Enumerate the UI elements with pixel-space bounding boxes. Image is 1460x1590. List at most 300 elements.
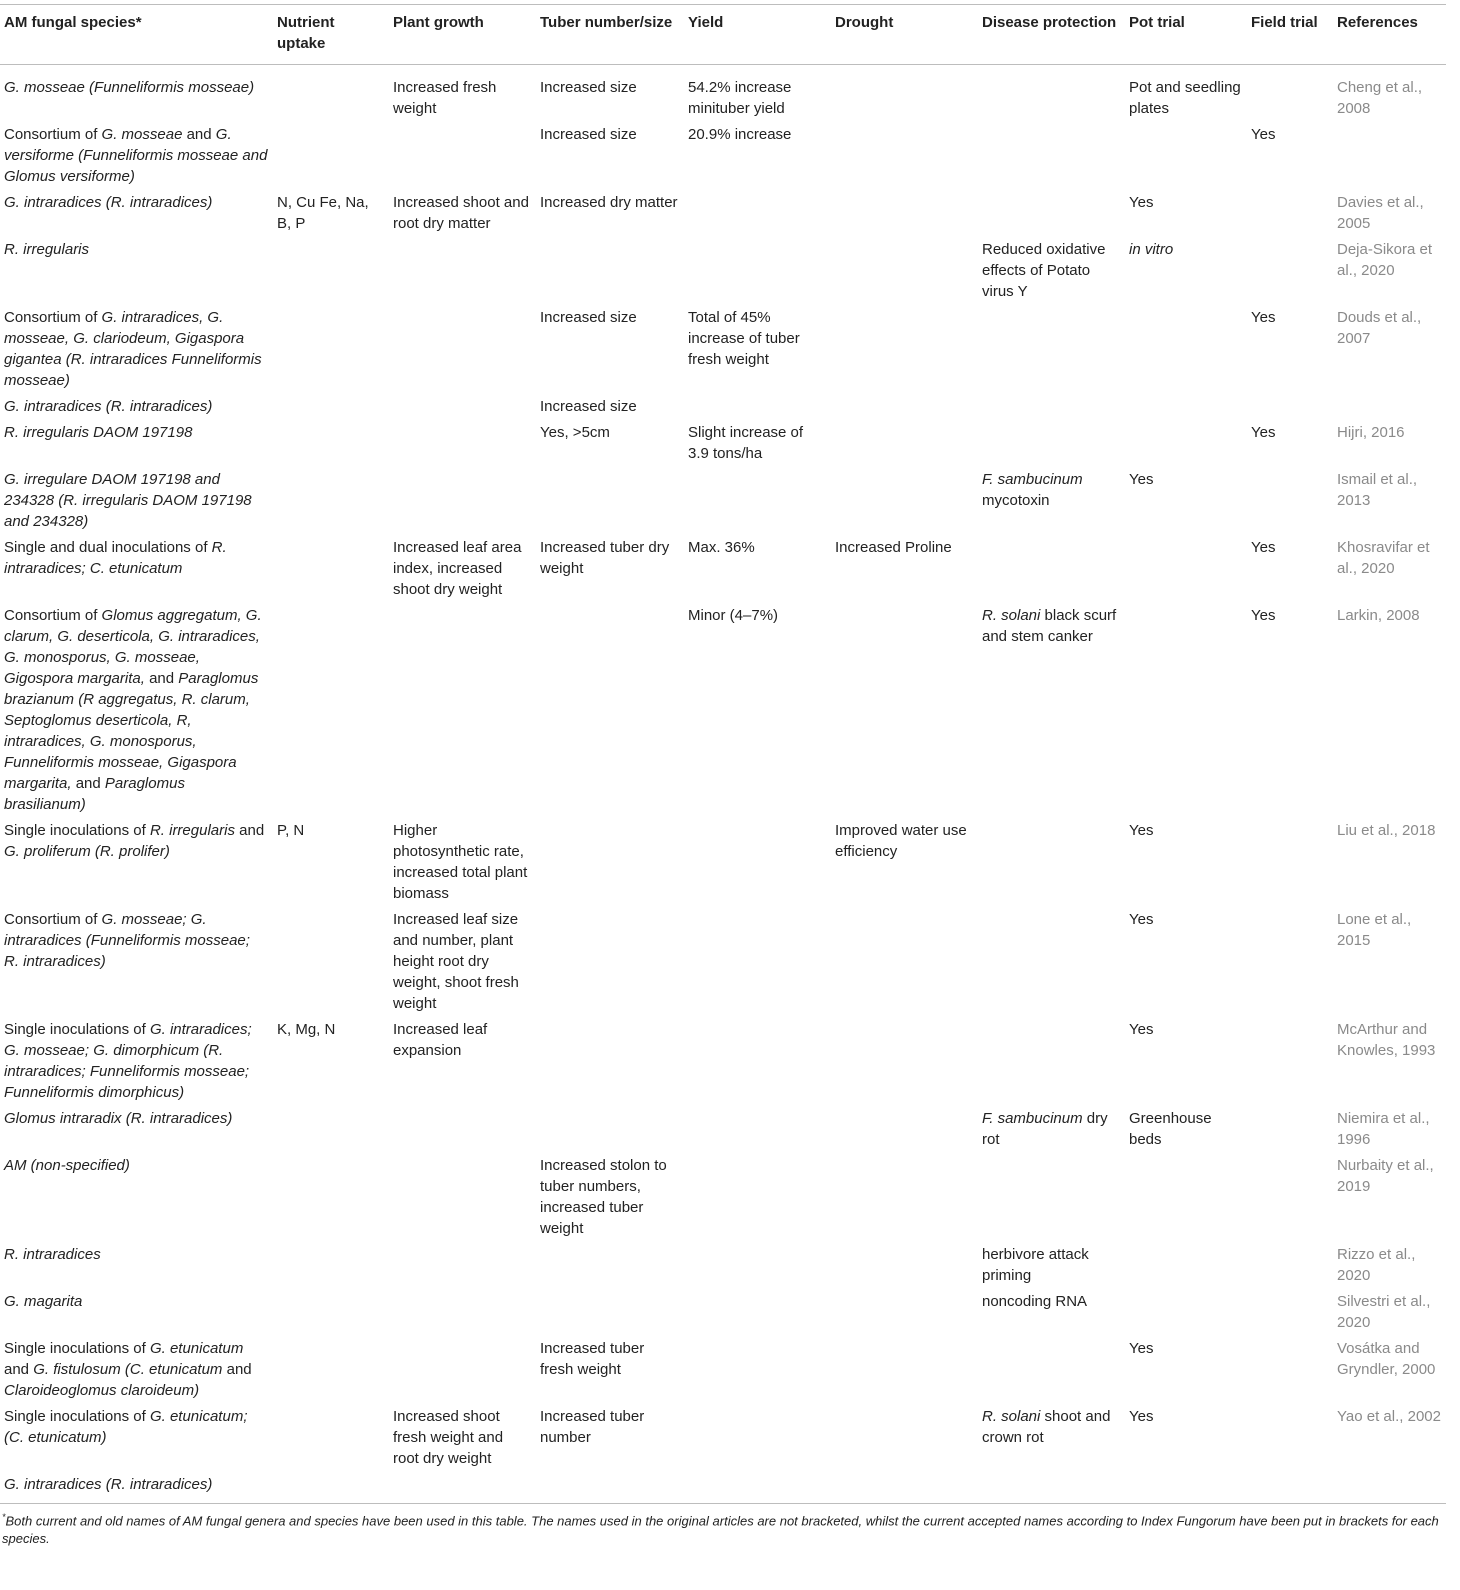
table-row xyxy=(0,537,1446,605)
header-tuber: Tuber number/size xyxy=(540,14,673,31)
cell-species-text: G. proliferum (R. prolifer) xyxy=(4,843,170,860)
cell-disease-protection-text: herbivore attack priming xyxy=(982,1246,1089,1284)
cell-drought xyxy=(831,307,978,396)
cell-drought xyxy=(831,909,978,1019)
table-row xyxy=(0,1155,1446,1244)
cell-reference: Lone et al., 2015 xyxy=(1337,911,1412,949)
header-yield: Yield xyxy=(688,14,724,31)
footnote xyxy=(0,1504,1446,1549)
cell-tuber: Increased tuber number xyxy=(540,1408,645,1446)
cell-plant-growth: Increased shoot and root dry matter xyxy=(393,194,529,232)
cell-species-text: Consortium of xyxy=(4,607,102,624)
cell-species-text: Single inoculations of xyxy=(4,1021,150,1038)
table-row xyxy=(0,1406,1446,1474)
cell-plant-growth xyxy=(389,605,536,820)
cell-disease-protection xyxy=(978,422,1125,469)
cell-field-trial: Yes xyxy=(1251,126,1276,143)
cell-plant-growth xyxy=(389,124,536,192)
cell-species-text: Glomus aggregatum, G. clarum, G. deserticola, G. intraradices, G. monosporus, G. mosseae, Gigospora margarita, xyxy=(4,607,262,687)
cell-pot-trial-text: Yes xyxy=(1129,1408,1154,1425)
cell-yield xyxy=(684,1338,831,1406)
cell-tuber xyxy=(536,469,684,537)
cell-nutrient-uptake xyxy=(273,605,389,820)
cell-nutrient-uptake xyxy=(273,1244,389,1291)
cell-drought xyxy=(831,1291,978,1338)
cell-pot-trial-text: Yes xyxy=(1129,194,1154,211)
table-row xyxy=(0,124,1446,192)
cell-field-trial xyxy=(1247,192,1333,239)
cell-species-text: Paraglomus brasilianum) xyxy=(4,775,185,813)
cell-yield xyxy=(684,1108,831,1155)
cell-tuber: Increased stolon to tuber numbers, increased tuber weight xyxy=(540,1157,667,1237)
cell-species-text: and xyxy=(234,822,265,839)
cell-species-text: G. fistulosum (C. etunicatum xyxy=(33,1361,223,1378)
cell-pot-trial xyxy=(1125,1019,1247,1108)
cell-tuber xyxy=(536,239,684,307)
cell-pot-trial xyxy=(1125,1291,1247,1338)
cell-plant-growth xyxy=(389,1474,536,1504)
cell-plant-growth xyxy=(389,1244,536,1291)
cell-pot-trial-text: Yes xyxy=(1129,1021,1154,1038)
table-row xyxy=(0,396,1446,422)
header-references: References xyxy=(1337,14,1418,31)
cell-nutrient-uptake: P, N xyxy=(277,822,305,839)
cell-field-trial xyxy=(1247,1155,1333,1244)
cell-species-text: Single inoculations of xyxy=(4,822,150,839)
cell-species-text: and xyxy=(222,1361,252,1378)
cell-tuber: Increased size xyxy=(540,79,637,96)
cell-plant-growth xyxy=(389,239,536,307)
cell-drought xyxy=(831,422,978,469)
cell-pot-trial-text: Pot and seedling plates xyxy=(1129,79,1241,117)
table-row xyxy=(0,469,1446,537)
cell-species xyxy=(0,65,273,125)
cell-species-text: Consortium of xyxy=(4,126,102,143)
header-field-trial: Field trial xyxy=(1251,14,1318,31)
cell-drought xyxy=(831,396,978,422)
cell-species-text: Claroideoglomus claroideum) xyxy=(4,1382,200,1399)
cell-nutrient-uptake xyxy=(273,1155,389,1244)
cell-pot-trial-text: Greenhouse beds xyxy=(1129,1110,1212,1148)
table-row xyxy=(0,909,1446,1019)
cell-pot-trial-text: Yes xyxy=(1129,822,1154,839)
cell-reference: Vosátka and Gryndler, 2000 xyxy=(1337,1340,1436,1378)
cell-plant-growth xyxy=(389,1338,536,1406)
cell-tuber xyxy=(536,605,684,820)
cell-nutrient-uptake xyxy=(273,1338,389,1406)
cell-pot-trial xyxy=(1125,1244,1247,1291)
cell-species-text: G. mosseae (Funneliformis mosseae) xyxy=(4,79,255,96)
cell-disease-protection xyxy=(978,537,1125,605)
cell-reference: Silvestri et al., 2020 xyxy=(1337,1293,1431,1331)
cell-disease-protection-text: mycotoxin xyxy=(982,492,1050,509)
cell-species-text: G. versiforme (Funneliformis mosseae and Glomus versiforme) xyxy=(4,126,268,185)
cell-species xyxy=(0,422,273,469)
cell-reference xyxy=(1333,1474,1446,1504)
cell-species-text: G. intraradices; G. mosseae; G. dimorphicum (R. intraradices; Funneliformis mosseae; Funneliformis dimorphicus) xyxy=(4,1021,252,1101)
cell-species xyxy=(0,1406,273,1474)
cell-nutrient-uptake xyxy=(273,396,389,422)
cell-field-trial xyxy=(1247,1019,1333,1108)
cell-drought xyxy=(831,65,978,125)
cell-species xyxy=(0,1244,273,1291)
table-row xyxy=(0,65,1446,125)
header-disease-protection: Disease protection xyxy=(982,14,1117,31)
cell-nutrient-uptake: K, Mg, N xyxy=(277,1021,336,1038)
cell-plant-growth xyxy=(389,1108,536,1155)
cell-drought xyxy=(831,1019,978,1108)
cell-field-trial xyxy=(1247,1108,1333,1155)
cell-disease-protection-text: F. sambucinum xyxy=(982,471,1083,488)
cell-species-text: and xyxy=(4,1361,34,1378)
cell-disease-protection xyxy=(978,396,1125,422)
cell-disease-protection-text: Reduced oxidative effects of Potato virus Y xyxy=(982,241,1106,300)
cell-species-text: G. intraradices, G. mosseae, G. clariodeum, Gigaspora gigantea (R. intraradices Funneliformis mosseae) xyxy=(4,309,262,389)
cell-reference xyxy=(1333,396,1446,422)
cell-species xyxy=(0,307,273,396)
cell-disease-protection-text: dry rot xyxy=(982,1110,1108,1148)
cell-tuber: Increased tuber dry weight xyxy=(540,539,670,577)
cell-species-text: AM (non-specified) xyxy=(4,1157,130,1174)
cell-species-text: Glomus intraradix (R. intraradices) xyxy=(4,1110,233,1127)
cell-field-trial xyxy=(1247,469,1333,537)
cell-species-text: G. magarita xyxy=(4,1293,83,1310)
cell-field-trial xyxy=(1247,65,1333,125)
cell-species xyxy=(0,820,273,909)
cell-species xyxy=(0,469,273,537)
cell-species xyxy=(0,537,273,605)
cell-tuber: Increased tuber fresh weight xyxy=(540,1340,645,1378)
header-drought: Drought xyxy=(835,14,894,31)
cell-disease-protection xyxy=(978,1291,1125,1338)
cell-reference xyxy=(1333,124,1446,192)
cell-tuber xyxy=(536,1474,684,1504)
header-pot-trial: Pot trial xyxy=(1129,14,1185,31)
cell-disease-protection xyxy=(978,1406,1125,1474)
cell-disease-protection xyxy=(978,65,1125,125)
cell-field-trial xyxy=(1247,1244,1333,1291)
cell-nutrient-uptake xyxy=(273,537,389,605)
cell-pot-trial xyxy=(1125,469,1247,537)
table-body xyxy=(0,65,1446,1504)
cell-yield xyxy=(684,239,831,307)
cell-species xyxy=(0,909,273,1019)
cell-pot-trial xyxy=(1125,1338,1247,1406)
cell-nutrient-uptake: N, Cu Fe, Na, B, P xyxy=(277,194,369,232)
cell-field-trial xyxy=(1247,1474,1333,1504)
cell-disease-protection xyxy=(978,192,1125,239)
cell-disease-protection-text: shoot and crown rot xyxy=(982,1408,1111,1446)
cell-pot-trial xyxy=(1125,239,1247,307)
cell-pot-trial xyxy=(1125,65,1247,125)
cell-plant-growth: Increased leaf size and number, plant height root dry weight, shoot fresh weight xyxy=(393,911,519,1012)
cell-field-trial: Yes xyxy=(1251,607,1276,624)
cell-yield xyxy=(684,1291,831,1338)
cell-tuber xyxy=(536,909,684,1019)
cell-species-text: and xyxy=(71,775,105,792)
cell-species-text: G. mosseae; G. intraradices (Funneliformis mosseae; R. intraradices) xyxy=(4,911,250,970)
cell-species-text: Paraglomus brazianum (R aggregatus, R. clarum, Septoglomus deserticola, R, intraradices, G. monosporus, Funneliformis mosseae, Gigaspora margarita, xyxy=(4,670,259,792)
cell-field-trial xyxy=(1247,1291,1333,1338)
table-row xyxy=(0,307,1446,396)
cell-tuber: Increased size xyxy=(540,309,637,326)
cell-plant-growth: Increased fresh weight xyxy=(393,79,497,117)
cell-field-trial xyxy=(1247,1406,1333,1474)
cell-yield xyxy=(684,1474,831,1504)
cell-yield xyxy=(684,820,831,909)
cell-plant-growth: Higher photosynthetic rate, increased total plant biomass xyxy=(393,822,528,902)
cell-yield xyxy=(684,909,831,1019)
cell-species-text: Consortium of xyxy=(4,911,102,928)
cell-disease-protection xyxy=(978,605,1125,820)
cell-drought xyxy=(831,1244,978,1291)
cell-field-trial xyxy=(1247,1338,1333,1406)
cell-pot-trial xyxy=(1125,1406,1247,1474)
cell-tuber: Yes, >5cm xyxy=(540,424,610,441)
cell-yield: Total of 45% increase of tuber fresh weight xyxy=(688,309,800,368)
cell-species-text: R. intraradices; C. etunicatum xyxy=(4,539,227,577)
table-row xyxy=(0,1244,1446,1291)
cell-pot-trial xyxy=(1125,307,1247,396)
cell-disease-protection xyxy=(978,1108,1125,1155)
table-row xyxy=(0,1108,1446,1155)
cell-nutrient-uptake xyxy=(273,1406,389,1474)
cell-yield xyxy=(684,1244,831,1291)
cell-disease-protection xyxy=(978,307,1125,396)
cell-nutrient-uptake xyxy=(273,1291,389,1338)
table-row xyxy=(0,820,1446,909)
cell-tuber: Increased size xyxy=(540,398,637,415)
table-row xyxy=(0,1019,1446,1108)
table-row xyxy=(0,605,1446,820)
cell-species-text: G. etunicatum xyxy=(149,1340,244,1357)
cell-species-text: R. irregularis xyxy=(4,241,90,258)
cell-plant-growth xyxy=(389,469,536,537)
cell-species xyxy=(0,605,273,820)
cell-yield xyxy=(684,1019,831,1108)
footnote-text: Both current and old names of AM fungal genera and species have been used in this table. The names used in the original articles are not bracketed, whilst the current accepted names according to Index Fungorum have been put in brackets for each species. xyxy=(2,1513,1439,1547)
cell-tuber xyxy=(536,1291,684,1338)
cell-field-trial xyxy=(1247,909,1333,1019)
cell-species xyxy=(0,1019,273,1108)
cell-drought xyxy=(831,605,978,820)
cell-reference: Niemira et al., 1996 xyxy=(1337,1110,1430,1148)
cell-disease-protection xyxy=(978,820,1125,909)
table-row xyxy=(0,422,1446,469)
cell-tuber xyxy=(536,1108,684,1155)
cell-yield: 54.2% increase minituber yield xyxy=(688,79,792,117)
cell-drought xyxy=(831,1406,978,1474)
cell-nutrient-uptake xyxy=(273,1108,389,1155)
cell-species-text: R. irregularis DAOM 197198 xyxy=(4,424,193,441)
cell-species-text: G. intraradices (R. intraradices) xyxy=(4,1476,213,1493)
cell-disease-protection-text: noncoding RNA xyxy=(982,1293,1088,1310)
cell-plant-growth xyxy=(389,1291,536,1338)
cell-species-text: G. mosseae xyxy=(101,126,183,143)
cell-species xyxy=(0,1291,273,1338)
cell-yield xyxy=(684,396,831,422)
cell-disease-protection xyxy=(978,1019,1125,1108)
am-fungi-table xyxy=(0,4,1446,1548)
cell-disease-protection xyxy=(978,124,1125,192)
cell-species-text: Single and dual inoculations of xyxy=(4,539,212,556)
cell-field-trial xyxy=(1247,239,1333,307)
cell-reference: Cheng et al., 2008 xyxy=(1337,79,1423,117)
cell-yield xyxy=(684,1155,831,1244)
cell-species-text: and xyxy=(182,126,216,143)
cell-field-trial xyxy=(1247,396,1333,422)
cell-species-text: and xyxy=(144,670,179,687)
cell-species-text: G. intraradices (R. intraradices) xyxy=(4,194,213,211)
cell-yield: 20.9% increase xyxy=(688,126,792,143)
cell-reference: Nurbaity et al., 2019 xyxy=(1337,1157,1434,1195)
cell-nutrient-uptake xyxy=(273,469,389,537)
cell-disease-protection xyxy=(978,1155,1125,1244)
cell-disease-protection xyxy=(978,909,1125,1019)
cell-species-text: R. intraradices xyxy=(4,1246,101,1263)
cell-species-text: G. intraradices (R. intraradices) xyxy=(4,398,213,415)
cell-pot-trial-text: Yes xyxy=(1129,911,1154,928)
cell-nutrient-uptake xyxy=(273,65,389,125)
cell-reference: Deja-Sikora et al., 2020 xyxy=(1337,241,1433,279)
cell-field-trial xyxy=(1247,820,1333,909)
cell-pot-trial xyxy=(1125,605,1247,820)
cell-reference: Rizzo et al., 2020 xyxy=(1337,1246,1416,1284)
cell-plant-growth: Increased leaf area index, increased shoot dry weight xyxy=(393,539,522,598)
cell-disease-protection xyxy=(978,469,1125,537)
cell-pot-trial xyxy=(1125,537,1247,605)
cell-pot-trial-text: in vitro xyxy=(1129,241,1174,258)
cell-reference: Larkin, 2008 xyxy=(1337,607,1420,624)
cell-species-text: R. irregularis xyxy=(149,822,235,839)
table-row xyxy=(0,192,1446,239)
cell-tuber xyxy=(536,1244,684,1291)
cell-drought: Improved water use efficiency xyxy=(835,822,967,860)
table-header-row xyxy=(0,5,1446,65)
table-row xyxy=(0,1474,1446,1504)
cell-tuber: Increased dry matter xyxy=(540,194,678,211)
cell-tuber: Increased size xyxy=(540,126,637,143)
cell-drought xyxy=(831,1155,978,1244)
cell-reference: Douds et al., 2007 xyxy=(1337,309,1422,347)
cell-field-trial: Yes xyxy=(1251,424,1276,441)
footnote-marker: * xyxy=(2,1512,6,1522)
cell-pot-trial xyxy=(1125,396,1247,422)
cell-drought xyxy=(831,1338,978,1406)
cell-pot-trial-text: Yes xyxy=(1129,1340,1154,1357)
cell-disease-protection xyxy=(978,1338,1125,1406)
cell-field-trial: Yes xyxy=(1251,539,1276,556)
cell-species-text: G. irregulare DAOM 197198 and 234328 (R. irregularis DAOM 197198 and 234328) xyxy=(4,471,252,530)
cell-plant-growth xyxy=(389,307,536,396)
cell-disease-protection xyxy=(978,1244,1125,1291)
cell-nutrient-uptake xyxy=(273,909,389,1019)
cell-reference: Yao et al., 2002 xyxy=(1337,1408,1441,1425)
cell-disease-protection xyxy=(978,1474,1125,1504)
cell-reference: McArthur and Knowles, 1993 xyxy=(1337,1021,1436,1059)
cell-plant-growth: Increased shoot fresh weight and root dry weight xyxy=(393,1408,504,1467)
cell-reference: Hijri, 2016 xyxy=(1337,424,1405,441)
cell-yield xyxy=(684,1406,831,1474)
cell-reference: Davies et al., 2005 xyxy=(1337,194,1424,232)
cell-disease-protection-text: R. solani xyxy=(982,1408,1041,1425)
cell-pot-trial xyxy=(1125,820,1247,909)
cell-yield: Max. 36% xyxy=(688,539,755,556)
cell-drought xyxy=(831,124,978,192)
cell-reference: Khosravifar et al., 2020 xyxy=(1337,539,1430,577)
cell-drought xyxy=(831,1474,978,1504)
cell-plant-growth xyxy=(389,1155,536,1244)
cell-nutrient-uptake xyxy=(273,307,389,396)
cell-disease-protection-text: black scurf and stem canker xyxy=(982,607,1117,645)
cell-pot-trial-text: Yes xyxy=(1129,471,1154,488)
cell-drought: Increased Proline xyxy=(835,539,952,556)
cell-tuber xyxy=(536,820,684,909)
cell-nutrient-uptake xyxy=(273,124,389,192)
cell-drought xyxy=(831,192,978,239)
cell-species xyxy=(0,192,273,239)
cell-drought xyxy=(831,469,978,537)
cell-species xyxy=(0,1155,273,1244)
cell-species-text: G. etunicatum; xyxy=(149,1408,248,1425)
cell-species-text: (C. etunicatum) xyxy=(4,1429,107,1446)
cell-disease-protection-text: F. sambucinum xyxy=(982,1110,1083,1127)
cell-plant-growth: Increased leaf expansion xyxy=(393,1021,488,1059)
cell-pot-trial xyxy=(1125,1155,1247,1244)
cell-pot-trial xyxy=(1125,422,1247,469)
cell-pot-trial xyxy=(1125,909,1247,1019)
cell-yield: Slight increase of 3.9 tons/ha xyxy=(688,424,804,462)
cell-field-trial: Yes xyxy=(1251,309,1276,326)
cell-disease-protection-text: R. solani xyxy=(982,607,1041,624)
header-nutrient-uptake: Nutrient uptake xyxy=(277,14,335,52)
cell-pot-trial xyxy=(1125,1474,1247,1504)
cell-plant-growth xyxy=(389,396,536,422)
header-species: AM fungal species* xyxy=(4,14,142,31)
cell-pot-trial xyxy=(1125,1108,1247,1155)
cell-reference: Ismail et al., 2013 xyxy=(1337,471,1418,509)
cell-species xyxy=(0,1108,273,1155)
cell-yield xyxy=(684,469,831,537)
cell-nutrient-uptake xyxy=(273,422,389,469)
cell-disease-protection xyxy=(978,239,1125,307)
cell-species xyxy=(0,396,273,422)
cell-species-text: Single inoculations of xyxy=(4,1408,150,1425)
cell-pot-trial xyxy=(1125,124,1247,192)
cell-yield: Minor (4–7%) xyxy=(688,607,779,624)
cell-drought xyxy=(831,239,978,307)
table-row xyxy=(0,1291,1446,1338)
cell-yield xyxy=(684,192,831,239)
cell-drought xyxy=(831,1108,978,1155)
cell-nutrient-uptake xyxy=(273,239,389,307)
cell-plant-growth xyxy=(389,422,536,469)
cell-species xyxy=(0,124,273,192)
cell-tuber xyxy=(536,1019,684,1108)
cell-species xyxy=(0,239,273,307)
cell-species-text: Single inoculations of xyxy=(4,1340,150,1357)
header-plant-growth: Plant growth xyxy=(393,14,484,31)
table-row xyxy=(0,1338,1446,1406)
cell-species xyxy=(0,1338,273,1406)
cell-species-text: Consortium of xyxy=(4,309,102,326)
table-row xyxy=(0,239,1446,307)
cell-species xyxy=(0,1474,273,1504)
footnote-row xyxy=(0,1504,1446,1549)
cell-pot-trial xyxy=(1125,192,1247,239)
cell-reference: Liu et al., 2018 xyxy=(1337,822,1436,839)
cell-nutrient-uptake xyxy=(273,1474,389,1504)
